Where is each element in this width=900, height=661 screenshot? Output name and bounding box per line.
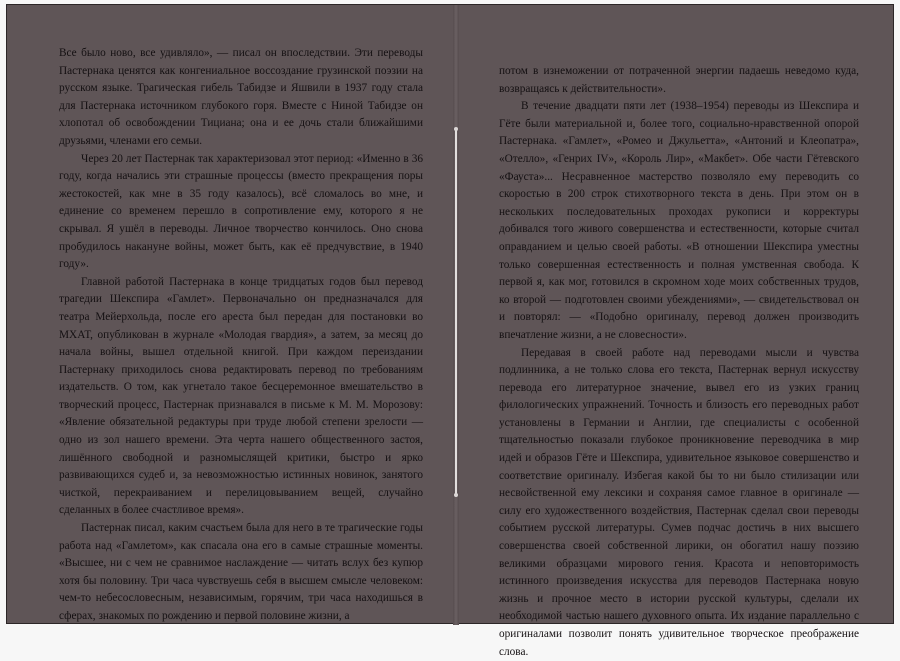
left-paragraph-1: Все было ново, все удивляло», — писал он впоследствии. Эти переводы Пастернака ценятся как конгениальное воссоздание грузинской поэзии на русском языке. Трагическая гибель Табидзе и Яшвили в 1937 году стала для Пастернака источником глубокого горя. Вместе с Ниной Табидзе он хлопотал об освобождении Тициана; она и ее дочь стали ближайшими друзьями, членами его семьи. bbox=[59, 45, 423, 151]
right-paragraph-2: В течение двадцати пяти лет (1938–1954) переводы из Шекспира и Гёте были материальной и, более того, социально-нравственной опорой Пастернака. «Гамлет», «Ромео и Джульетта», «Антоний и Клеопатра», «Отелло», «Генрих IV», «Король Лир», «Макбет». Обе части Гётевского «Фауста»... Несравненное мастерство позволяло ему переводить со скоростью в 200 строк стихотворного текста в день. При этом он в нескольких последовательных проходах рукописи и корректуры добивался того живого совершенства и естественности, которые считал оправданием и целью своей работы. «В отношении Шекспира уместны только совершенная естественность и полная умственная свобода. К первой я, как мог, готовился в скромном ходе моих собственных трудов, ко второй — подготовлен своими убеждениями», — свидетельствовал он и повторял: — «Подобно оригиналу, перевод должен производить впечатление жизни, а не словесности». bbox=[499, 98, 859, 344]
left-paragraph-3: Главной работой Пастернака в конце тридцатых годов был перевод трагедии Шекспира «Гамлет». Первоначально он предназначался для театра Мейерхольда, после его ареста был передан для постановки во МХАТ, опубликован в журнале «Молодая гвардия», а затем, за месяц до начала войны, вышел отдельной книгой. При каждом переиздании Пастернаку приходилось снова редактировать перевод по требованиям издательств. О том, как угнетало такое бесцеремонное вмешательство в творческий процесс, Пастернак признавался в письме к М. М. Морозову: «Явление обязательной редактуры при труде любой степени зрелости — одно из зол нашего времени. Эта черта нашего общественного застоя, лишённого свободной и разномыслящей критики, быстро и ярко развивающихся судеб и, за невозможностью истинных новинок, занятого чисткой, перекраиванием и перелицовыванием вещей, случайно сделанных в более счастливое время». bbox=[59, 274, 423, 520]
binding-thread-top bbox=[454, 127, 458, 131]
left-page bbox=[59, 5, 423, 625]
binding-thread bbox=[455, 129, 457, 495]
right-page bbox=[499, 5, 859, 625]
binding-thread-bottom bbox=[454, 493, 458, 497]
right-paragraph-3: Передавая в своей работе над переводами мысли и чувства подлинника, а не только слова его текста, Пастернак вернул искусству перевода его литературное значение, вывел его из узких границ филологических упражнений. Точность и близость его переводных работ установлены в Германии и Англии, где специалисты с особенной тщательностью показали глубокое проникновение переводчика в мир идей и образов Гёте и Шекспира, удивительное языковое совершенство и соответствие оригиналу. Избегая какой бы то ни было стилизации или несвойственной ему лексики и сохраняя самое главное в оригинале — силу его художественного воздействия, Пастернак сделал свои переводы событием русской литературы. Сумев подчас достичь в них высшего совершенства своей собственной лирики, он обогатил нашу поэзию великими образцами мирового гения. Красота и неповторимость истинного произведения искусства для переводов Пастернака новую жизнь и прочное место в истории русской культуры, сделали их необходимой частью нашего духовного опыта. Их издание параллельно с оригиналами позволит понять удивительное творческое преображение слова. bbox=[499, 345, 859, 661]
left-paragraph-2: Через 20 лет Пастернак так характеризовал этот период: «Именно в 36 году, когда начались эти страшные процессы (вместо прекращения поры жестокостей, как мне в 35 году казалось), всё сломалось во мне, и единение со временем перешло в сопротивление ему, которого я не скрывал. Я ушёл в переводы. Личное творчество кончилось. Оно снова пробудилось накануне войны, может быть, как её предчувствие, в 1940 году». bbox=[59, 151, 423, 274]
left-paragraph-4: Пастернак писал, каким счастьем была для него в те трагические годы работа над «Гамлетом», как спасала она его в самые страшные моменты. «Высшее, ни с чем не сравнимое наслаждение — читать вслух без купюр хотя бы половину. Три часа чувствуешь себя в высшем смысле человеком: чем-то небесословесным, независимым, горячим, три часа находишься в сферах, знакомых по рождению и первой половине жизни, а bbox=[59, 520, 423, 626]
book-spread bbox=[6, 4, 894, 624]
right-paragraph-1: потом в изнеможении от потраченной энергии падаешь неведомо куда, возвращаясь к действительности». bbox=[499, 63, 859, 98]
